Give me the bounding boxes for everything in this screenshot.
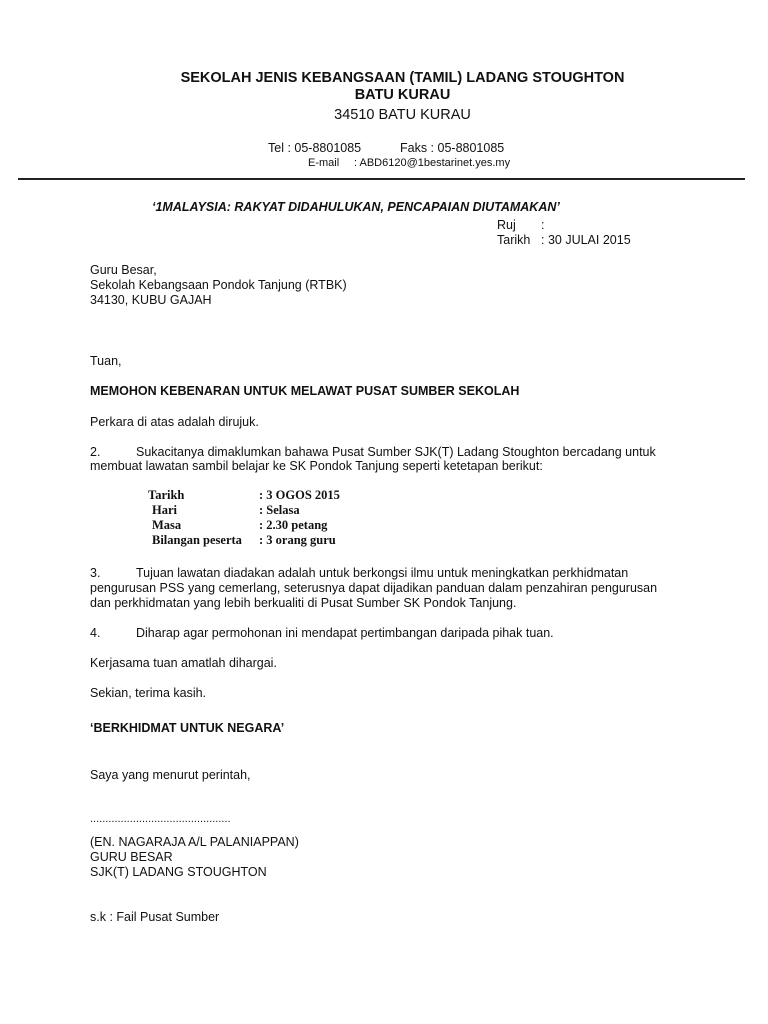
signatory-school: SJK(T) LADANG STOUGHTON	[90, 865, 267, 879]
detail-label: Tarikh	[148, 488, 185, 502]
recipient-line-2: Sekolah Kebangsaan Pondok Tanjung (RTBK)	[90, 278, 347, 292]
recipient-line-3: 34130, KUBU GAJAH	[90, 293, 212, 307]
detail-row	[148, 533, 340, 548]
paragraph-3-line-3: dan perkhidmatan yang lebih berkualiti di Pusat Sumber SK Pondok Tanjung.	[90, 596, 517, 610]
paragraph-2-line-1: Sukacitanya dimaklumkan bahawa Pusat Sumber SJK(T) Ladang Stoughton bercadang untuk	[136, 445, 656, 459]
paragraph-1: Perkara di atas adalah dirujuk.	[90, 415, 259, 429]
detail-row	[148, 503, 340, 518]
ref-tarikh-label: Tarikh	[497, 233, 531, 247]
detail-label: Bilangan peserta	[152, 533, 242, 547]
paragraph-3-line-2: pengurusan PSS yang cemerlang, seterusnya dapat dijadikan panduan dalam penzahiran pengurusan	[90, 581, 658, 595]
ref-tarikh-value: : 30 JULAI 2015	[541, 233, 631, 247]
carbon-copy: s.k : Fail Pusat Sumber	[90, 910, 220, 924]
fax-number: Faks : 05-8801085	[400, 141, 505, 155]
recipient-line-1: Guru Besar,	[90, 263, 157, 277]
slogan: ‘BERKHIDMAT UNTUK NEGARA’	[90, 721, 285, 735]
salutation: Tuan,	[90, 354, 122, 368]
visit-details-table	[148, 488, 340, 548]
detail-value: : 3 orang guru	[259, 533, 336, 547]
detail-value: : Selasa	[259, 503, 300, 517]
header-divider	[18, 178, 745, 180]
paragraph-2-line-2: membuat lawatan sambil belajar ke SK Pondok Tanjung seperti ketetapan berikut:	[90, 459, 543, 473]
email-value: : ABD6120@1bestarinet.yes.my	[354, 157, 511, 169]
school-name: SEKOLAH JENIS KEBANGSAAN (TAMIL) LADANG STOUGHTON	[180, 70, 625, 86]
signature-line: ..............................................	[90, 813, 231, 825]
email-label: E-mail	[308, 157, 340, 169]
paragraph-3-number: 3.	[90, 566, 101, 580]
signatory-title: GURU BESAR	[90, 850, 173, 864]
tel-number: Tel : 05-8801085	[268, 141, 362, 155]
paragraph-4-line-1: Diharap agar permohonan ini mendapat pertimbangan daripada pihak tuan.	[136, 626, 554, 640]
paragraph-4-number: 4.	[90, 626, 101, 640]
signatory-name: (EN. NAGARAJA A/L PALANIAPPAN)	[90, 835, 299, 849]
closing-thanks: Sekian, terima kasih.	[90, 686, 207, 700]
detail-value: : 3 OGOS 2015	[259, 488, 340, 502]
paragraph-2-number: 2.	[90, 445, 101, 459]
motto: ‘1MALAYSIA: RAKYAT DIDAHULUKAN, PENCAPAIAN DIUTAMAKAN’	[152, 200, 560, 214]
detail-row	[148, 518, 340, 533]
detail-label: Masa	[152, 518, 182, 532]
signature-intro: Saya yang menurut perintah,	[90, 768, 251, 782]
paragraph-3-line-1: Tujuan lawatan diadakan adalah untuk berkongsi ilmu untuk meningkatkan perkhidmatan	[136, 566, 629, 580]
ref-ruj-label: Ruj	[497, 218, 516, 232]
subject: MEMOHON KEBENARAN UNTUK MELAWAT PUSAT SUMBER SEKOLAH	[90, 384, 520, 398]
detail-label: Hari	[152, 503, 177, 517]
ref-ruj-value: :	[541, 218, 545, 232]
detail-row	[148, 488, 340, 503]
closing-appreciation: Kerjasama tuan amatlah dihargai.	[90, 656, 277, 670]
detail-value: : 2.30 petang	[259, 518, 328, 532]
school-town: BATU KURAU	[354, 87, 451, 103]
school-postcode: 34510 BATU KURAU	[334, 107, 471, 123]
